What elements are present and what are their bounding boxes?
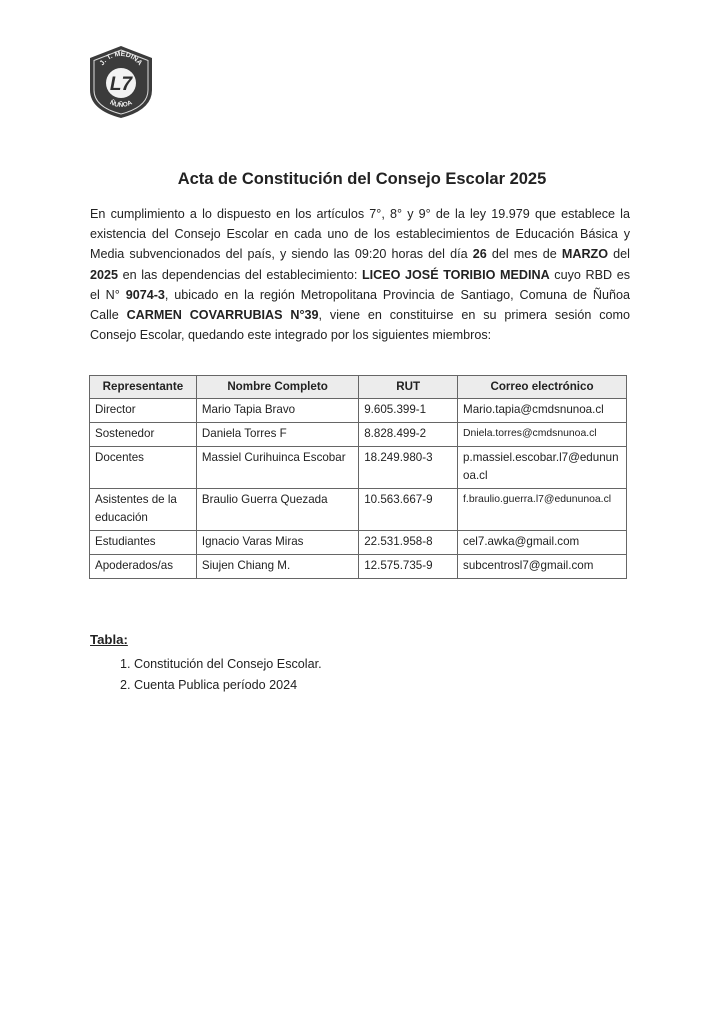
cell-correo: f.braulio.guerra.l7@edununoa.cl bbox=[458, 489, 627, 531]
school-name: LICEO JOSÉ TORIBIO MEDINA bbox=[361, 267, 550, 282]
session-day: 26 bbox=[472, 247, 487, 262]
table-row bbox=[90, 423, 627, 447]
para-text-3: del bbox=[608, 247, 630, 262]
cell-representante: Docentes bbox=[90, 447, 197, 489]
para-text-2: del mes de bbox=[486, 247, 562, 262]
list-item: 2. Cuenta Publica período 2024 bbox=[134, 675, 322, 696]
school-rbd: 9074-3 bbox=[125, 287, 165, 302]
table-row bbox=[90, 531, 627, 555]
cell-rut: 12.575.735-9 bbox=[359, 555, 458, 579]
session-year: 2025 bbox=[90, 267, 119, 282]
para-text-5: cuyo RBD es el N° bbox=[90, 267, 630, 302]
document-title: Acta de Constitución del Consejo Escolar 2025 bbox=[177, 170, 547, 188]
cell-nombre: Ignacio Varas Miras bbox=[196, 531, 358, 555]
school-address: CARMEN COVARRUBIAS N°39 bbox=[126, 308, 319, 323]
cell-correo: subcentrosl7@gmail.com bbox=[458, 555, 627, 579]
para-text-6: , ubicado en la región Metropolitana Provincia de Santiago, Comuna de Ñuñoa Calle bbox=[90, 287, 630, 323]
cell-rut: 8.828.499-2 bbox=[359, 423, 458, 447]
header-nombre: Nombre Completo bbox=[196, 376, 358, 399]
agenda-list bbox=[90, 654, 322, 696]
cell-representante: Sostenedor bbox=[90, 423, 197, 447]
cell-correo: p.massiel.escobar.l7@edununoa.cl bbox=[458, 447, 627, 489]
para-text-1: En cumplimiento a lo dispuesto en los artículos 7°, 8° y 9° de la ley 19.979 que establece la existencia del Consejo Escolar en cada uno de los establecimientos de Educación Básica y Media subvencionados del país, y siendo las 09:20 horas del día bbox=[90, 207, 630, 262]
cell-rut: 18.249.980-3 bbox=[359, 447, 458, 489]
cell-rut: 10.563.667-9 bbox=[359, 489, 458, 531]
logo-bottom-text: ÑUÑOA bbox=[108, 99, 134, 109]
list-item: 1. Constitución del Consejo Escolar. bbox=[134, 654, 322, 675]
table-row bbox=[90, 489, 627, 531]
table-header-row bbox=[90, 376, 627, 399]
cell-nombre: Braulio Guerra Quezada bbox=[196, 489, 358, 531]
cell-representante: Estudiantes bbox=[90, 531, 197, 555]
agenda-heading: Tabla: bbox=[90, 632, 128, 647]
table-row bbox=[90, 555, 627, 579]
cell-correo: cel7.awka@gmail.com bbox=[458, 531, 627, 555]
cell-rut: 22.531.958-8 bbox=[359, 531, 458, 555]
session-month: MARZO bbox=[561, 247, 609, 262]
school-logo bbox=[86, 44, 156, 120]
cell-nombre: Massiel Curihuinca Escobar bbox=[196, 447, 358, 489]
cell-representante: Apoderados/as bbox=[90, 555, 197, 579]
members-table bbox=[89, 375, 627, 579]
cell-nombre: Daniela Torres F bbox=[196, 423, 358, 447]
cell-correo: Dniela.torres@cmdsnunoa.cl bbox=[458, 423, 627, 447]
cell-nombre: Mario Tapia Bravo bbox=[196, 399, 358, 423]
para-text-7: , viene en constituirse en su primera sesión como Consejo Escolar, quedando este integrado por los siguientes miembros: bbox=[90, 308, 630, 343]
header-rut: RUT bbox=[359, 376, 458, 399]
intro-paragraph bbox=[90, 204, 630, 345]
school-seal-icon bbox=[86, 44, 156, 120]
header-representante: Representante bbox=[90, 376, 197, 399]
cell-representante: Director bbox=[90, 399, 197, 423]
table-row bbox=[90, 399, 627, 423]
cell-representante: Asistentes de la educación bbox=[90, 489, 197, 531]
logo-monogram: L7 bbox=[109, 74, 133, 95]
para-text-4: en las dependencias del establecimiento: bbox=[118, 267, 362, 282]
header-correo: Correo electrónico bbox=[458, 376, 627, 399]
cell-nombre: Siujen Chiang M. bbox=[196, 555, 358, 579]
table-row bbox=[90, 447, 627, 489]
logo-top-text: J. T. MEDINA bbox=[98, 50, 144, 67]
cell-rut: 9.605.399-1 bbox=[359, 399, 458, 423]
cell-correo: Mario.tapia@cmdsnunoa.cl bbox=[458, 399, 627, 423]
